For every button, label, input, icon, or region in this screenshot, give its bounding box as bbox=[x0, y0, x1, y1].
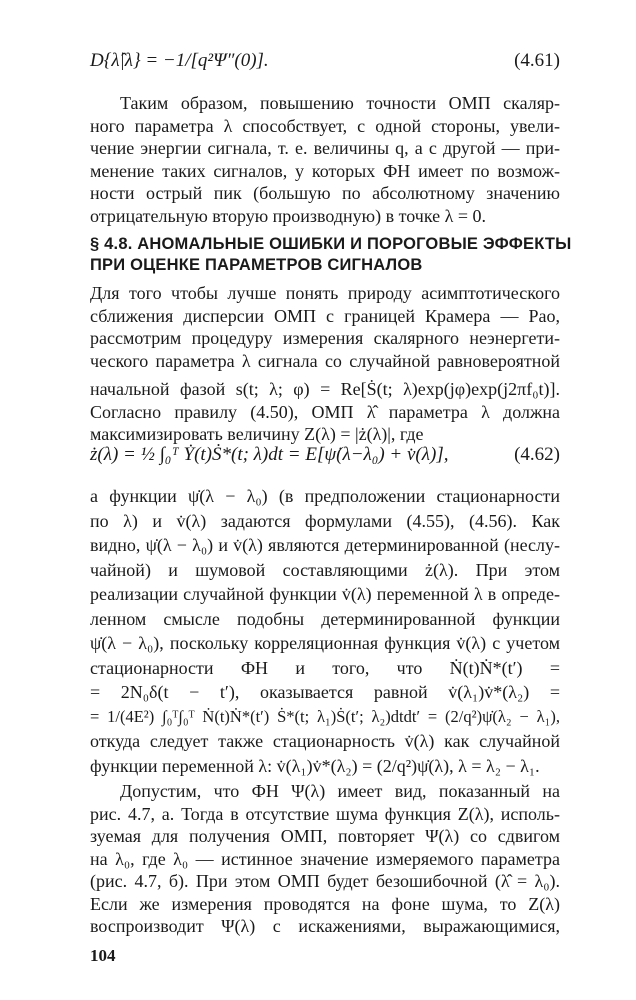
text-line: отрицательную вторую производную) в точке λ = 0. bbox=[90, 205, 486, 226]
page-number: 104 bbox=[90, 946, 116, 965]
text-line: ческого параметра λ сигнала со случайной равновероятной bbox=[90, 350, 560, 371]
equation-4-62-text: ż(λ) = ½ ∫₀ᵀ Ẏ(t)Ṡ*(t; λ)dt = E[ψ̇(λ−λ₀) + v̇(λ)], bbox=[90, 444, 449, 465]
text-line: функции переменной λ: v̇(λ₁)v̇*(λ₂) = (2/q²)ψ̇(λ), λ = λ₂ − λ₁. bbox=[90, 755, 540, 776]
text-line: по λ) и v̇(λ) задаются формулами (4.55), (4.56). Как bbox=[90, 510, 560, 531]
paragraph-4 bbox=[90, 780, 560, 938]
equation-4-62-number: (4.62) bbox=[514, 444, 560, 465]
text-line: ного параметра λ способствует, с одной стороны, увели- bbox=[90, 115, 560, 136]
text-line: (рис. 4.7, б). При этом ОМП будет безошибочной (λ̂ = λ₀). bbox=[90, 871, 560, 891]
text-line: = 2N₀δ(t − t′), оказывается равной v̇(λ₁)v̇*(λ₂) = bbox=[90, 682, 560, 702]
equation-4-62 bbox=[90, 444, 560, 466]
text-line: воспроизводит Ψ(λ) с искажениями, выражающимися, bbox=[90, 916, 560, 936]
text-line: видно, ψ̇(λ − λ₀) и v̇(λ) являются детерминированной (неслу- bbox=[90, 535, 560, 555]
text-line: менение таких сигналов, у которых ФН имеет по возмож- bbox=[90, 160, 560, 181]
text-line: Допустим, что ФН Ψ(λ) имеет вид, показанный на bbox=[120, 781, 560, 801]
text-line: рассмотрим процедуру измерения скалярного неэнергети- bbox=[90, 328, 560, 348]
text-line: зуемая для получения ОМП, повторяет Ψ(λ) со сдвигом bbox=[90, 826, 560, 846]
text-line: Согласно правилу (4.50), ОМП λ̂ параметра λ должна bbox=[90, 401, 560, 422]
paragraph-3 bbox=[90, 484, 560, 778]
text-line: на λ₀, где λ₀ — истинное значение измеряемого параметра bbox=[90, 848, 560, 869]
equation-4-61-text: D{λ̂|λ} = −1/[q²Ψ″(0)]. bbox=[90, 50, 269, 71]
text-line: начальной фазой s(t; λ; φ) = Re[Ṡ(t; λ)exp(jφ)exp(j2πf₀t)]. bbox=[90, 379, 560, 399]
text-line: Если же измерения проводятся на фоне шума, то Z(λ) bbox=[90, 893, 560, 914]
text-line: чение энергии сигнала, т. е. величины q, а с другой — при- bbox=[90, 138, 560, 158]
section-heading-line: ПРИ ОЦЕНКЕ ПАРАМЕТРОВ СИГНАЛОВ bbox=[90, 256, 423, 274]
equation-4-61-number: (4.61) bbox=[514, 50, 560, 71]
paragraph-1 bbox=[90, 92, 560, 227]
text-line: ленном смысле подобны детерминированной функции bbox=[90, 608, 560, 629]
text-line: откуда следует также стационарность v̇(λ) как случайной bbox=[90, 731, 560, 751]
section-heading bbox=[90, 234, 572, 276]
text-line: стационарности ФН и того, что Ṅ(t)Ṅ*(t′) = bbox=[90, 657, 560, 678]
text-line: ности острый пик (большую по абсолютному значению bbox=[90, 183, 560, 203]
paragraph-2 bbox=[90, 282, 560, 446]
equation-4-61 bbox=[90, 50, 560, 72]
text-line: реализации случайной функции v̇(λ) переменной λ в опреде- bbox=[90, 584, 560, 604]
text-line: Таким образом, повышению точности ОМП скаляр- bbox=[120, 93, 560, 113]
text-line: а функции ψ̇(λ − λ₀) (в предположении стационарности bbox=[90, 486, 560, 506]
text-line: ψ̇(λ − λ₀), поскольку корреляционная функция v̇(λ) с учетом bbox=[90, 633, 560, 653]
text-line: Для того чтобы лучше понять природу асимптотического bbox=[90, 283, 560, 303]
section-heading-line: § 4.8. АНОМАЛЬНЫЕ ОШИБКИ И ПОРОГОВЫЕ ЭФФЕКТЫ bbox=[90, 235, 572, 253]
text-line: рис. 4.7, а. Тогда в отсутствие шума функция Z(λ), исполь- bbox=[90, 803, 560, 824]
text-line: сближения дисперсии ОМП с границей Крамера — Рао, bbox=[90, 305, 560, 326]
text-line: = 1/(4E²) ∫₀ᵀ∫₀ᵀ Ṅ(t)Ṅ*(t′) Ṡ*(t; λ₁)Ṡ(t′; λ₂)dtdt′ = (2/q²)ψ̇(λ₂ − λ₁), bbox=[90, 706, 560, 726]
text-line: чайной) и шумовой составляющими ż(λ). При этом bbox=[90, 559, 560, 580]
text-line: максимизировать величину Z(λ) = |ż(λ)|, где bbox=[90, 424, 424, 444]
